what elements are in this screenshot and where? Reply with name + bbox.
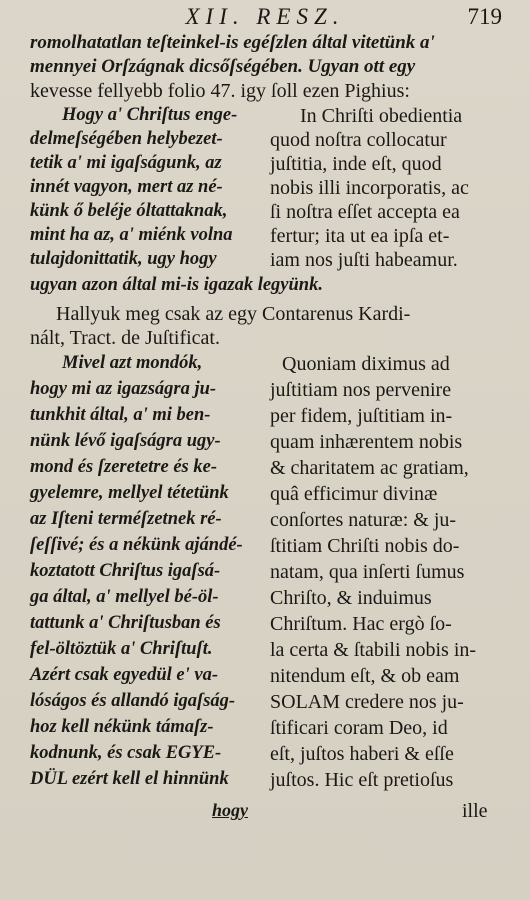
latin-line: quâ efficimur divinæ bbox=[270, 483, 438, 505]
hungarian-line: gyelemre, mellyel tétetünk bbox=[30, 483, 229, 503]
hungarian-line: az Iſteni terméſzetnek ré- bbox=[30, 509, 222, 529]
hungarian-line: künk ő beléje óltattaknak, bbox=[30, 201, 228, 221]
latin-line: juſtos. Hic eſt pretioſus bbox=[270, 769, 454, 791]
hungarian-line: kodnunk, és csak EGYE- bbox=[30, 743, 222, 763]
latin-line: nitendum eſt, & ob eam bbox=[270, 665, 460, 687]
latin-line: ſi noſtra eſſet accepta ea bbox=[270, 201, 460, 223]
latin-line: ſtificari coram Deo, id bbox=[270, 717, 448, 739]
opening-line: kevesse fellyebb folio 47. igy ſoll ezen Pighius: bbox=[30, 80, 410, 102]
hungarian-closing-line: ugyan azon által mi-is igazak legyünk. bbox=[30, 275, 323, 295]
opening-line: mennyei Orſzágnak dicsőſségében. Ugyan ott egy bbox=[30, 56, 416, 77]
hungarian-line: tulajdonittatik, ugy hogy bbox=[30, 249, 217, 269]
latin-line: ſtitiam Chriſti nobis do- bbox=[270, 535, 460, 557]
latin-line: SOLAM credere nos ju- bbox=[270, 691, 464, 713]
latin-line: la certa & ſtabili nobis in- bbox=[270, 639, 477, 661]
hungarian-line: Mivel azt mondók, bbox=[62, 353, 203, 373]
hungarian-line: lóságos és allandó igaſság- bbox=[30, 691, 236, 711]
hungarian-line: DÜL ezért kell el hinnünk bbox=[30, 769, 229, 789]
latin-line: Quoniam diximus ad bbox=[282, 353, 450, 375]
hungarian-line: tetik a' mi igaſságunk, az bbox=[30, 153, 222, 173]
hungarian-line: hogy mi az igazságra ju- bbox=[30, 379, 217, 399]
hungarian-line: tunkhit által, a' mi ben- bbox=[30, 405, 211, 425]
latin-line: fertur; ita ut ea ipſa et- bbox=[270, 225, 450, 247]
page-number: 719 bbox=[467, 4, 502, 29]
latin-line: per fidem, juſtitiam in- bbox=[270, 405, 453, 427]
hungarian-line: fel-öltöztük a' Chriſtuſt. bbox=[30, 639, 213, 659]
hungarian-line: mint ha az, a' miénk volna bbox=[30, 225, 233, 245]
intro-line: nált, Tract. de Juſtificat. bbox=[30, 327, 220, 349]
latin-line: juſtitia, inde eſt, quod bbox=[270, 153, 442, 175]
latin-line: nobis illi incorporatis, ac bbox=[270, 177, 469, 199]
hungarian-line: tattunk a' Chriſtusban és bbox=[30, 613, 221, 633]
hungarian-catchword: hogy bbox=[212, 800, 248, 820]
hungarian-line: Azért csak egyedül e' va- bbox=[30, 665, 219, 685]
running-title: XII. RESZ. bbox=[185, 4, 345, 29]
latin-line: quam inhærentem nobis bbox=[270, 431, 463, 453]
hungarian-line: koztatott Chriſtus igaſsá- bbox=[30, 561, 221, 581]
hungarian-line: delmeſségében helybezet- bbox=[30, 129, 223, 149]
latin-line: conſortes naturæ: & ju- bbox=[270, 509, 457, 531]
page-header bbox=[0, 4, 530, 30]
latin-line: Chriſto, & induimus bbox=[270, 587, 432, 609]
latin-line: In Chriſti obedientia bbox=[300, 105, 463, 127]
latin-catchword: ille bbox=[462, 800, 488, 822]
latin-line: quod noſtra collocatur bbox=[270, 129, 447, 151]
hungarian-line: ſeſſivé; és a nékünk ajándé- bbox=[30, 535, 243, 555]
hungarian-line: Hogy a' Chriſtus enge- bbox=[62, 105, 238, 125]
hungarian-line: hoz kell nékünk támaſz- bbox=[30, 717, 214, 737]
latin-line: Chriſtum. Hac ergò ſo- bbox=[270, 613, 452, 635]
hungarian-line: mond és ſzeretetre és ke- bbox=[30, 457, 218, 477]
hungarian-line: ga által, a' mellyel bé-öl- bbox=[30, 587, 219, 607]
latin-line: juſtitiam nos pervenire bbox=[270, 379, 452, 401]
latin-line: eſt, juſtos haberi & eſſe bbox=[270, 743, 454, 765]
latin-line: & charitatem ac gratiam, bbox=[270, 457, 469, 479]
opening-line: romolhatatlan teſteinkel-is egéſzlen által vitetünk a' bbox=[30, 32, 435, 53]
hungarian-line: nünk lévő igaſságra ugy- bbox=[30, 431, 221, 451]
latin-line: natam, qua inſerti ſumus bbox=[270, 561, 465, 583]
hungarian-line: innét vagyon, mert az né- bbox=[30, 177, 223, 197]
intro-line: Hallyuk meg csak az egy Contarenus Kardi- bbox=[56, 303, 411, 325]
latin-line: iam nos juſti habeamur. bbox=[270, 249, 458, 271]
